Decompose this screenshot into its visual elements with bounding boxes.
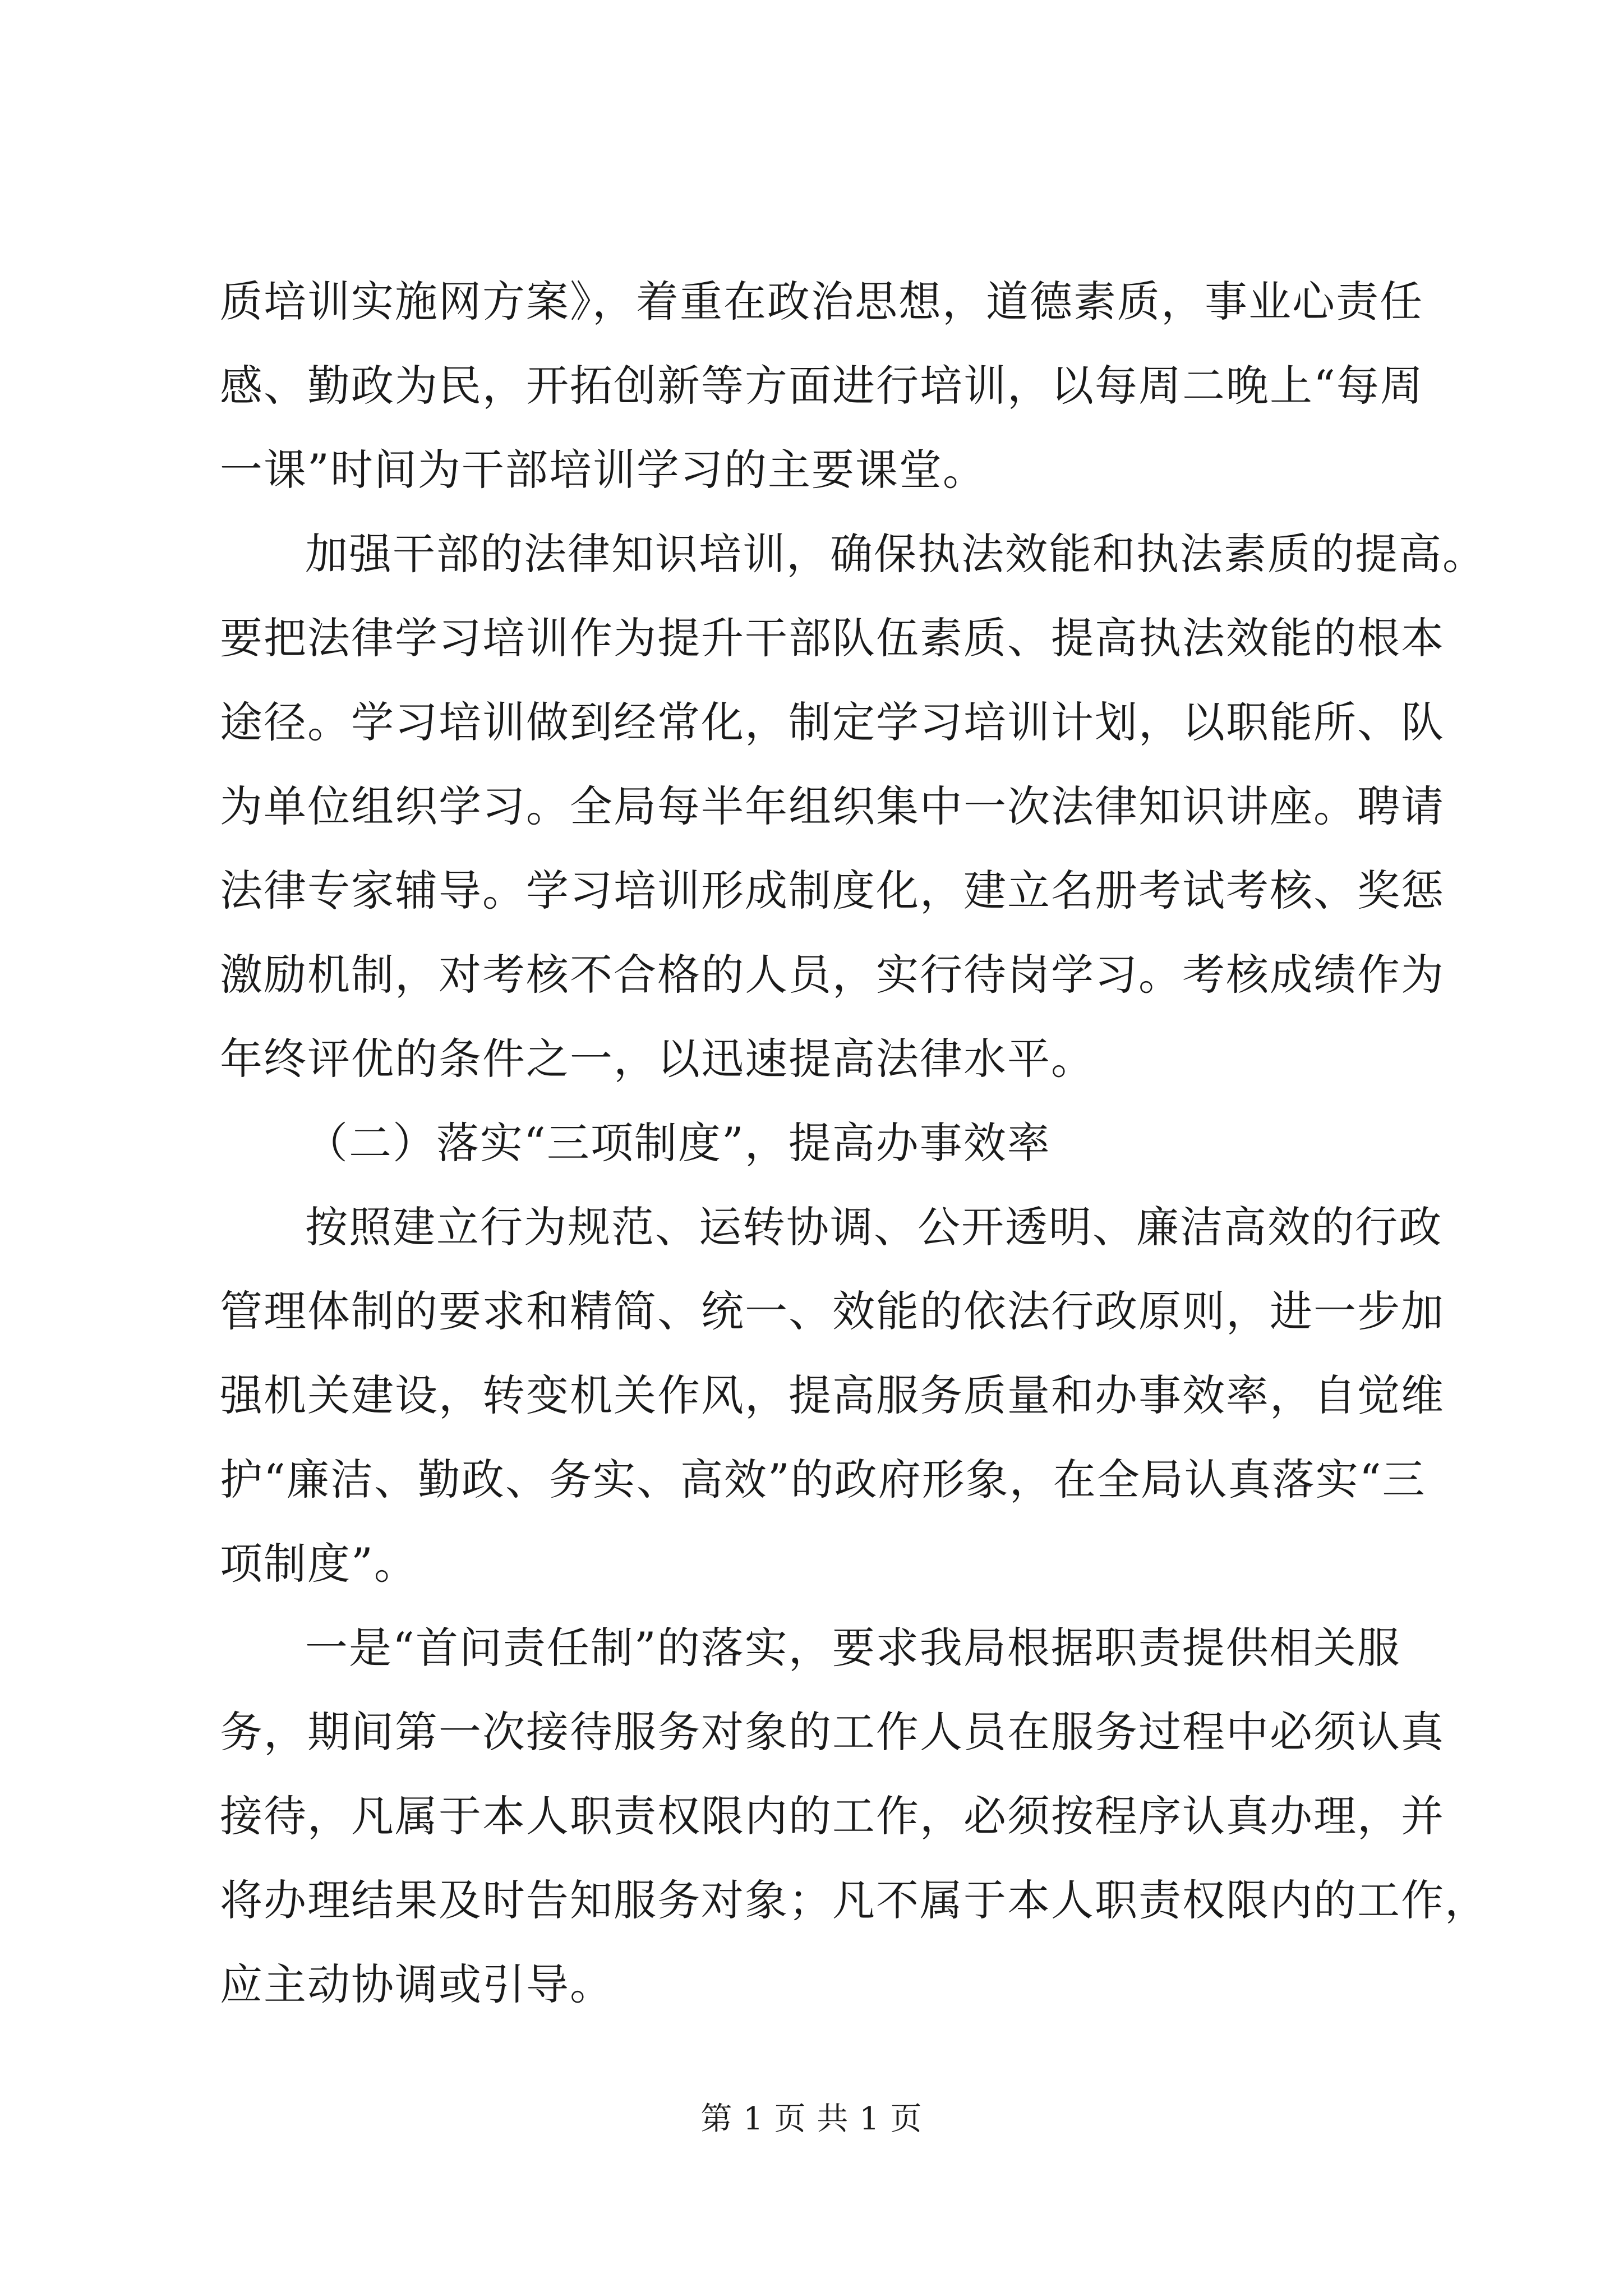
- page-number-footer: 第 1 页 共 1 页: [700, 2101, 923, 2137]
- text-line: 管理体制的要求和精简、统一、效能的依法行政原则，进一步加: [220, 1286, 1445, 1336]
- section-heading: （二）落实“三项制度”，提高办事效率: [305, 1118, 1051, 1168]
- text-line: 务，期间第一次接待服务对象的工作人员在服务过程中必须认真: [220, 1707, 1445, 1757]
- paragraph-start-line: 按照建立行为规范、运转协调、公开透明、廉洁高效的行政: [305, 1202, 1442, 1252]
- text-line: 一课”时间为干部培训学习的主要课堂。: [220, 445, 986, 495]
- text-line: 接待，凡属于本人职责权限内的工作，必须按程序认真办理，并: [220, 1791, 1445, 1841]
- text-line: 将办理结果及时告知服务对象；凡不属于本人职责权限内的工作，: [220, 1875, 1488, 1925]
- text-line: 要把法律学习培训作为提升干部队伍素质、提高执法效能的根本: [220, 613, 1445, 663]
- text-line: 强机关建设，转变机关作风，提高服务质量和办事效率，自觉维: [220, 1370, 1445, 1420]
- text-line: 护“廉洁、勤政、务实、高效”的政府形象，在全局认真落实“三: [220, 1455, 1426, 1504]
- paragraph-start-line: 加强干部的法律知识培训，确保执法效能和执法素质的提高。: [305, 529, 1486, 579]
- text-line: 质培训实施网方案》，着重在政治思想，道德素质，事业心责任: [220, 277, 1423, 326]
- text-line: 途径。学习培训做到经常化，制定学习培训计划，以职能所、队: [220, 697, 1445, 747]
- text-line: 年终评优的条件之一，以迅速提高法律水平。: [220, 1034, 1095, 1084]
- text-line: 为单位组织学习。全局每半年组织集中一次法律知识讲座。聘请: [220, 781, 1445, 831]
- text-line: 应主动协调或引导。: [220, 1959, 614, 2009]
- text-line: 法律专家辅导。学习培训形成制度化，建立名册考试考核、奖惩: [220, 866, 1445, 915]
- text-line: 项制度”。: [220, 1539, 418, 1589]
- paragraph-start-line: 一是“首问责任制”的落实，要求我局根据职责提供相关服: [305, 1623, 1401, 1673]
- text-line: 感、勤政为民，开拓创新等方面进行培训，以每周二晚上“每周: [220, 361, 1424, 411]
- text-line: 激励机制，对考核不合格的人员，实行待岗学习。考核成绩作为: [220, 950, 1445, 1000]
